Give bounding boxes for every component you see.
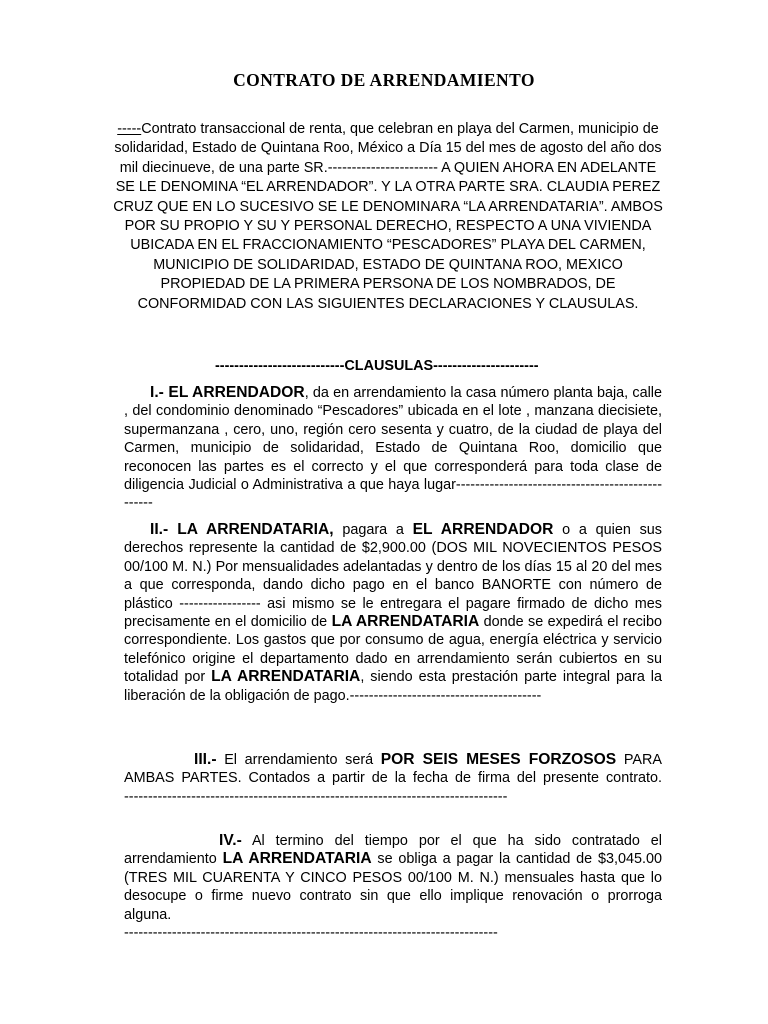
clause-2-bold-2: LA ARRENDATARIA [331, 613, 480, 631]
clause-3-label: III.- [194, 751, 217, 768]
clause-3-body [124, 751, 662, 788]
clause-4 [124, 832, 662, 942]
document-title: CONTRATO DE ARRENDAMIENTO [233, 70, 535, 90]
clause-2 [124, 521, 662, 705]
clause-1-text: , da en arrendamiento la casa número planta baja, calle , del condominio denominado “Pescadores” ubicada en el lote , manzana diecisiete, supermanzana , cero, uno, región cero sesenta y cuatro, de la ciudad de playa del Carmen, municipio de solidaridad, Estado de Quintana Roo, domicilio que reconocen las partes es el correcto y el que corresponderá para toda clase de diligencia Judicial o Administrativa a que haya lugar------------------------------------------------- [124, 385, 662, 512]
clause-1 [124, 384, 662, 513]
clausulas-heading: ---------------------------CLAUSULAS---------------------- [215, 358, 539, 374]
clause-2-bold-3: LA ARRENDATARIA [211, 668, 361, 686]
intro-text: Contrato transaccional de renta, que celebran en playa del Carmen, municipio de solidaridad, Estado de Quintana Roo, México a Día 15 del mes de agosto del año dos mil diecinueve, de una parte SR.----------------------- A QUIEN AHORA EN ADELANTE SE LE DENOMINA “EL ARRENDADOR”. Y LA OTRA PARTE SRA. CLAUDIA PEREZ CRUZ QUE EN LO SUCESIVO SE LE DENOMINARA “LA ARRENDATARIA”. AMBOS POR SU PROPIO Y SU Y PERSONAL DERECHO, RESPECTO A UNA VIVIENDA UBICADA EN EL FRACCIONAMIENTO “PESCADORES” PLAYA DEL CARMEN, MUNICIPIO DE SOLIDARIDAD, ESTADO DE QUINTANA ROO, MEXICO PROPIEDAD DE LA PRIMERA PERSONA DE LOS NOMBRADOS, DE CONFORMIDAD CON LAS SIGUIENTES DECLARACIONES Y CLAUSULAS. [113, 121, 663, 312]
clause-2-text-3: donde se expedirá el recibo correspondiente. Los gastos que por consumo de agua, energía eléctrica y servicio telefónico origine el departamento dado en arrendamiento serán cubiertos en su totalidad por [124, 614, 662, 686]
clause-2-text-2: o a quien sus derechos represente la cantidad de $2,900.00 (DOS MIL NOVECIENTOS PESOS 00/100 M. N.) Por mensualidades adelantadas y dentro de los días 15 al 20 del mes a que corresponda, dando dicho pago en el banco BANORTE con número de plástico ----------------- asi mismo se le entregara el pagare firmado de dicho mes precisamente en el domicilio de [124, 522, 662, 631]
clause-4-text-2: se obliga a pagar la cantidad de $3,045.00 (TRES MIL CUARENTA Y CINCO PESOS 00/100 M. N.) mensuales hasta que lo desocupe o firme nuevo contrato sin que ello implique renovación o prorroga alguna. [124, 851, 662, 923]
clause-3-bold-1: POR SEIS MESES FORZOSOS [380, 751, 617, 768]
clause-2-text-1: pagara a [333, 522, 413, 538]
clause-3-rule: -------------------------------------------------------------------------------- [124, 788, 508, 805]
clause-2-label: II.- LA ARRENDATARIA, [150, 521, 334, 538]
clause-2-bold-1: EL ARRENDADOR [412, 521, 554, 538]
clause-2-text-4: , siendo esta prestación parte integral para la liberación de la obligación de pago.---------------------------------------- [124, 669, 662, 704]
clause-3 [124, 751, 662, 806]
clause-3-text-1: El arrendamiento será [216, 752, 381, 768]
clause-4-rule: ------------------------------------------------------------------------------ [124, 925, 498, 942]
clause-4-body [124, 832, 662, 924]
clause-3-text-2: PARA AMBAS PARTES. Contados a partir de la fecha de firma del presente contrato. [124, 752, 663, 787]
clause-4-bold-1: LA ARRENDATARIA [222, 850, 372, 868]
intro-dash: ----- [117, 121, 142, 137]
intro-paragraph [110, 120, 666, 314]
clause-4-label: IV.- [219, 832, 242, 849]
clause-1-label: I.- EL ARRENDADOR [150, 384, 305, 401]
clause-4-text-1: Al termino del tiempo por el que ha sido contratado el arrendamiento [124, 833, 662, 868]
